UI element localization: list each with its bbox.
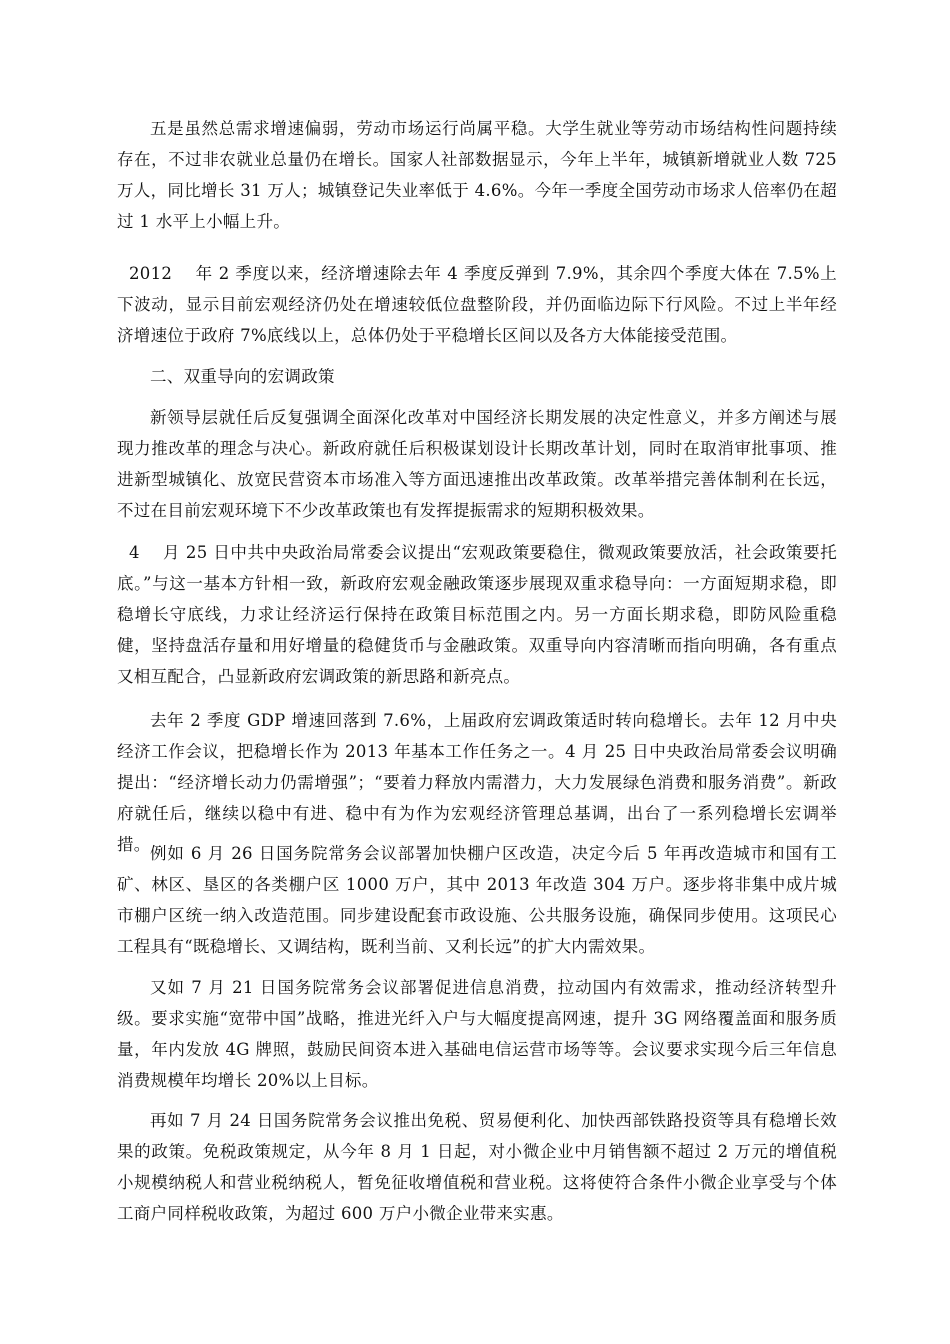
paragraph-growth-2012: 2012 年 2 季度以来，经济增速除去年 4 季度反弹到 7.9%，其余四个季度大体在 7.5%上下波动，显示目前宏观经济仍处在增速较低位盘整阶段，并仍面临边际下行风险。不过上半年经济增速位于政府 7%底线以上，总体仍处于平稳增长区间以及各方大体能接受范围。 xyxy=(117,264,837,345)
section-heading-policy: 二、双重导向的宏调政策 xyxy=(150,367,335,386)
paragraph-info-consumption: 又如 7 月 21 日国务院常务会议部署促进信息消费，拉动国内有效需求，推动经济转型升级。要求实施“宽带中国”战略，推进光纤入户与大幅度提高网速，提升 3G 网络覆盖面和服务质量，年内发放 4G 牌照，鼓励民间资本进入基础电信运营市场等等。会议要求实现今后三年信息消费规模年均增长 20%以上目标。 xyxy=(117,978,837,1090)
paragraph-reform: 新领导层就任后反复强调全面深化改革对中国经济长期发展的决定性意义，并多方阐述与展现力推改革的理念与决心。新政府就任后积极谋划设计长期改革计划，同时在取消审批事项、推进新型城镇化、放宽民营资本市场准入等方面迅速推出改革政策。改革举措完善体制利在长远，不过在目前宏观环境下不少改革政策也有发挥提振需求的短期积极效果。 xyxy=(117,408,837,520)
paragraph-gdp-q2: 去年 2 季度 GDP 增速回落到 7.6%，上届政府宏调政策适时转向稳增长。去年 12 月中央经济工作会议，把稳增长作为 2013 年基本工作任务之一。4 月 25 日中央政治局常委会议明确提出：“经济增长动力仍需增强”；“要着力释放内需潜力，大力发展绿色消费和服务消费”。新政府就任后，继续以稳中有进、稳中有为作为宏观经济管理总基调，出台了一系列稳增长宏调举措。 xyxy=(117,711,837,854)
paragraph-shantytown: 例如 6 月 26 日国务院常务会议部署加快棚户区改造，决定今后 5 年再改造城市和国有工矿、林区、垦区的各类棚户区 1000 万户，其中 2013 年改造 304 万户。逐步将非集中成片城市棚户区统一纳入改造范围。同步建设配套市政设施、公共服务设施，确保同步使用。这项民心工程具有“既稳增长、又调结构，既利当前、又利长远”的扩大内需效果。 xyxy=(117,844,837,956)
paragraph-politburo-april: 4 月 25 日中共中央政治局常委会议提出“宏观政策要稳住，微观政策要放活，社会政策要托底。”与这一基本方针相一致，新政府宏观金融政策逐步展现双重求稳导向：一方面短期求稳，即稳增长守底线，力求让经济运行保持在政策目标范围之内。另一方面长期求稳，即防风险重稳健，坚持盘活存量和用好增量的稳健货币与金融政策。双重导向内容清晰而指向明确，各有重点又相互配合，凸显新政府宏调政策的新思路和新亮点。 xyxy=(117,543,837,686)
paragraph-tax-exemption: 再如 7 月 24 日国务院常务会议推出免税、贸易便利化、加快西部铁路投资等具有稳增长效果的政策。免税政策规定，从今年 8 月 1 日起，对小微企业中月销售额不超过 2 万元的增值税小规模纳税人和营业税纳税人，暂免征收增值税和营业税。这将使符合条件小微企业享受与个体工商户同样税收政策，为超过 600 万户小微企业带来实惠。 xyxy=(117,1111,837,1223)
paragraph-labor-market: 五是虽然总需求增速偏弱，劳动市场运行尚属平稳。大学生就业等劳动市场结构性问题持续存在，不过非农就业总量仍在增长。国家人社部数据显示，今年上半年，城镇新增就业人数 725 万人，同比增长 31 万人；城镇登记失业率低于 4.6%。今年一季度全国劳动市场求人倍率仍在超过 1 水平上小幅上升。 xyxy=(117,119,837,231)
